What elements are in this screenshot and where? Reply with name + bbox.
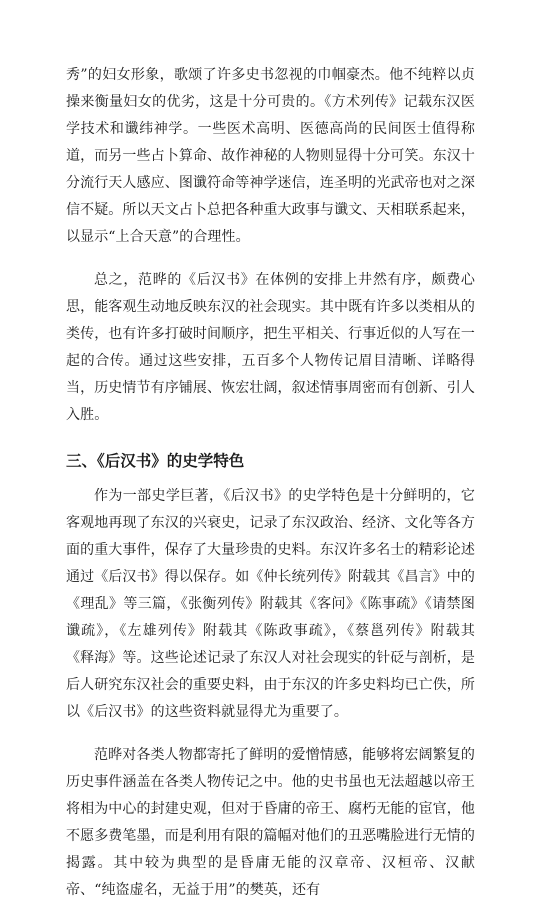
paragraph-3: 作为一部史学巨著，《后汉书》的史学特色是十分鲜明的，它客观地再现了东汉的兴衰史，记录了东汉政治、经济、文化等各方面的重大事件，保存了大量珍贵的史料。东汉许多名士的精彩论述通过《后汉书》得以保存。如《仲长统列传》附载其《昌言》中的《理乱》等三篇，《张衡列传》附载其《客问》《陈事疏》《请禁图谶疏》，《左雄列传》附载其《陈政事疏》，《蔡邕列传》附载其《释海》等。这些论述记录了东汉人对社会现实的针砭与剖析，是后人研究东汉社会的重要史料，由于东汉的许多史料均已亡佚，所以《后汉书》的这些资料就显得尤为重要了。 — [66, 488, 475, 720]
paragraph-gap — [66, 251, 475, 267]
paragraph-2: 总之，范晔的《后汉书》在体例的安排上井然有序，颇费心思，能客观生动地反映东汉的社会现实。其中既有许多以类相从的类传，也有许多打破时间顺序，把生平相关、行事近似的人写在一起的合传。通过这些安排，五百多个人物传记眉目清晰、详略得当，历史情节有序铺展、恢宏壮阔，叙述情事周密而有创新、引人入胜。 — [66, 272, 475, 423]
section-heading: 三、《后汉书》的史学特色 — [66, 451, 245, 470]
paragraph-4: 范晔对各类人物都寄托了鲜明的爱憎情感，能够将宏阔繁复的历史事件涵盖在各类人物传记之中。他的史书虽也无法超越以帝王将相为中心的封建史观，但对于昏庸的帝王、腐朽无能的宦官，他不愿多费笔墨，而是利用有限的篇幅对他们的丑恶嘴脸进行无情的揭露。其中较为典型的是昏庸无能的汉章帝、汉桓帝、汉献帝、“纯盗虚名，无益于用”的樊英，还有 — [66, 747, 475, 898]
paragraph-1: 秀”的妇女形象，歌颂了许多史书忽视的巾帼豪杰。他不纯粹以贞操来衡量妇女的优劣，这是十分可贵的。《方术列传》记载东汉医学技术和谶纬神学。一些医术高明、医德高尚的民间医士值得称道，而另一些占卜算命、故作神秘的人物则显得十分可笑。东汉十分流行天人感应、图谶符命等神学迷信，连圣明的光武帝也对之深信不疑。所以天文占卜总把各种重大政事与谶文、天相联系起来，以显示“上合天意”的合理性。 — [66, 67, 475, 245]
paragraph-gap — [66, 429, 475, 445]
paragraph-gap — [66, 726, 475, 742]
